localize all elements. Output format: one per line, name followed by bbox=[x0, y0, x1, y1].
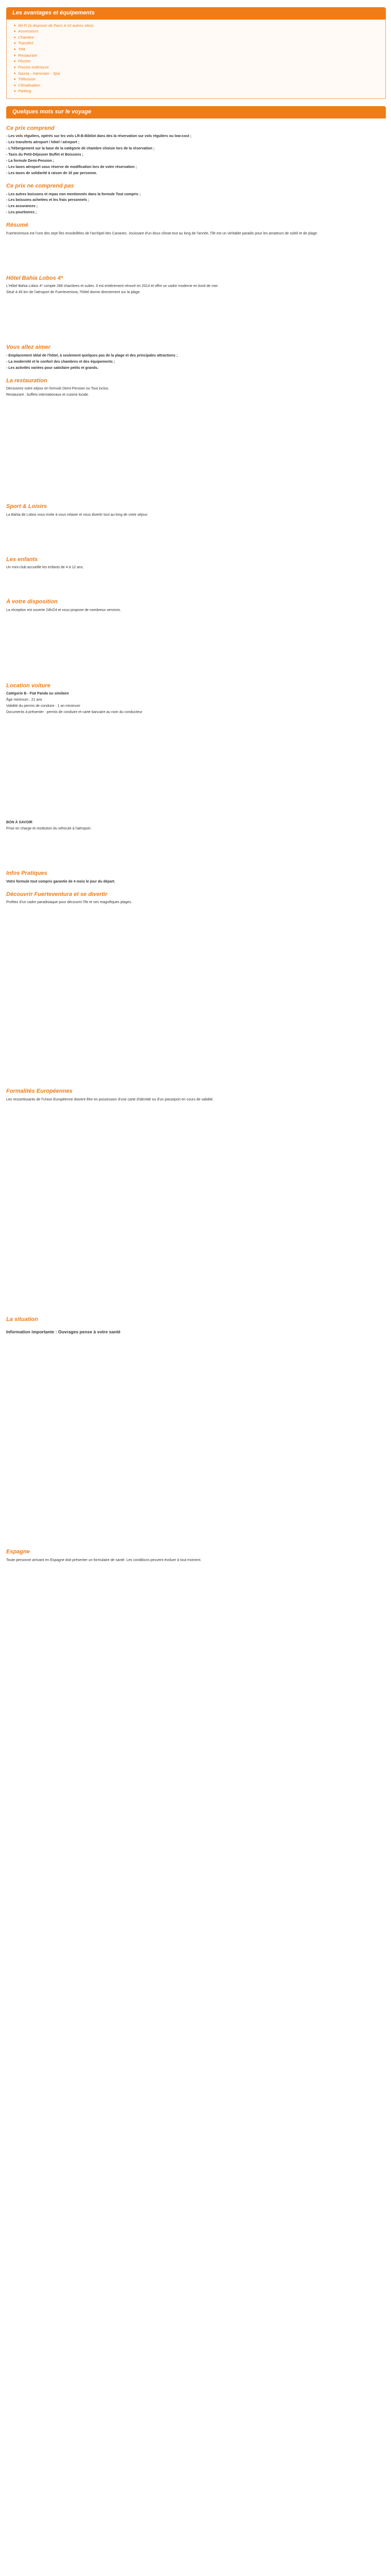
service-item: ■ Climatisation bbox=[14, 82, 378, 89]
service-item: ■ Piscine extérieure bbox=[14, 64, 378, 71]
restauration-title: La restauration bbox=[6, 377, 47, 384]
location-note: Validité du permis de conduire : 1 an minimum bbox=[6, 704, 80, 708]
espagne-text: Toute personne arrivant en Espagne doit présenter un formulaire de santé. Les conditions peuvent évoluer à tout moment. bbox=[6, 1558, 202, 1562]
infos-text: Votre formule tout compris garantie de 4 mois le jour du départ. bbox=[6, 879, 116, 884]
services-list bbox=[6, 20, 386, 99]
enfants-text: Un mini-club accueille les enfants de 4 à 12 ans. bbox=[6, 566, 84, 570]
hotel-title: Hôtel Bahia Lobos 4* bbox=[6, 275, 63, 281]
like-item: - La modernité et le confort des chambres et des équipements ; bbox=[6, 360, 115, 364]
depot-text: La réception est ouverte 24h/24 et vous propose de nombreux services. bbox=[6, 608, 121, 612]
service-item: ■ TPA bbox=[14, 46, 378, 53]
service-item: ■ Wi-Fi (à disposer de Paris 4-10 autres sites) bbox=[14, 23, 378, 29]
location-title: Location voiture bbox=[6, 682, 51, 689]
service-item: ■ Restaurant bbox=[14, 53, 378, 59]
services-header: Les avantages et équipements bbox=[6, 7, 386, 20]
service-item: ■ Chambre bbox=[14, 35, 378, 41]
excluded-title: Ce prix ne comprend pas bbox=[6, 182, 74, 189]
service-item: ■ Transfert bbox=[14, 40, 378, 46]
faq-header: Quelques mots sur le voyage bbox=[6, 106, 386, 118]
included-item: - Les taxes aéroport sous réserve de modification lors de votre réservation ; bbox=[6, 165, 137, 170]
like-item: - Emplacement idéal de l'hôtel, à seulement quelques pas de la plage et des principales attractions ; bbox=[6, 353, 178, 358]
location-agence: BON À SAVOIR bbox=[6, 821, 32, 825]
included-item: - La formule Demi-Pension ; bbox=[6, 159, 54, 163]
location-note: Documents à présenter : permis de conduire et carte bancaire au nom du conducteur bbox=[6, 710, 142, 715]
resume-title: Résumé bbox=[6, 222, 28, 229]
sport-title: Sport & Loisirs bbox=[6, 503, 47, 510]
excluded-item: - Les autres boissons et repas non mentionnés dans la formule Tout compris ; bbox=[6, 192, 141, 196]
restauration-restaurant: Restaurant : buffets internationaux et cuisine locale. bbox=[6, 393, 89, 397]
service-item: ■ Télévision bbox=[14, 76, 378, 82]
sport-text: La Bahia de Lobos vous invite à vous relaxer et vous divertir tout au long de votre séjour. bbox=[6, 513, 149, 517]
decouvrir-text: Profitez d'un cadre paradisiaque pour découvrir l'île et ses magnifiques plages. bbox=[6, 901, 132, 905]
hotel-location: Situé à 45 km de l'aéroport de Fuerteventura, l'hôtel donne directement sur la plage. bbox=[6, 291, 141, 295]
situation-title: La situation bbox=[6, 1316, 38, 1323]
included-item: - L'hébergement sur la base de la catégorie de chambre choisie lors de la réservation ; bbox=[6, 147, 155, 151]
location-category: Catégorie B - Fiat Panda ou similaire bbox=[6, 692, 69, 696]
included-item: - Taxis du Petit-Déjeuner Buffet et Boissons ; bbox=[6, 153, 84, 157]
included-item: - Les taxes de solidarité à raison de 1€ par personne. bbox=[6, 171, 97, 175]
location-note: Âge minimum : 21 ans bbox=[6, 698, 42, 702]
restauration-text: Découvrez votre séjour en formule Demi-Pension ou Tout inclus. bbox=[6, 387, 109, 391]
situation-important: Information importante : Ouvrages pense à votre santé bbox=[6, 1329, 121, 1335]
excluded-item: - Les boissons achetées et les frais personnels ; bbox=[6, 198, 90, 202]
page-wrapper bbox=[6, 0, 386, 2388]
service-item: ■ Parking bbox=[14, 88, 378, 94]
formalites-title: Formalités Européennes bbox=[6, 1088, 73, 1095]
decouvrir-title: Découvrir Fuerteventura et se divertir bbox=[6, 891, 108, 897]
included-item: - Les transferts aéroport / hôtel / aéroport ; bbox=[6, 141, 79, 145]
included-title: Ce prix comprend bbox=[6, 125, 55, 131]
like-item: - Les activités variées pour satisfaire petits et grands. bbox=[6, 366, 99, 370]
like-title: Vous allez aimer bbox=[6, 344, 51, 351]
service-item: ■ Piscine bbox=[14, 58, 378, 64]
enfants-title: Les enfants bbox=[6, 556, 38, 563]
included-item: - Les vols réguliers, opérés sur les vols LR-B-Bibliot dans des la réservation sur vols réguliers ou low-cost ; bbox=[6, 134, 192, 139]
resume-text: Fuerteventura est l'une des sept îles ensoleillées de l'archipel des Canaries. Jouissant d'un doux climat tout au long de l'année, l'île est un véritable paradis pour les amateurs de soleil et de plage. bbox=[6, 231, 318, 235]
formalites-text: Les ressortissants de l'Union Européenne doivent être en possession d'une carte d'identité ou d'un passeport en cours de validité. bbox=[6, 1097, 214, 1101]
service-item: ■ Sauna - Hammam - Spa bbox=[14, 71, 378, 77]
depot-title: À votre disposition bbox=[6, 599, 58, 605]
excluded-item: - Les assurances ; bbox=[6, 205, 38, 209]
infos-title: Infos Pratiques bbox=[6, 870, 47, 877]
excluded-item: - Les pourboires ; bbox=[6, 211, 37, 215]
hotel-text: L'Hôtel Bahia Lobos 4* compte 288 chambres et suites. Il est entièrement rénové en 2014 et offre un cadre moderne en bord de mer. bbox=[6, 284, 219, 289]
location-agence-text: Prise en charge et restitution du véhicule à l'aéroport. bbox=[6, 827, 92, 831]
espagne-title: Espagne bbox=[6, 1549, 30, 1555]
service-item: ■ Ascenseurs bbox=[14, 28, 378, 35]
